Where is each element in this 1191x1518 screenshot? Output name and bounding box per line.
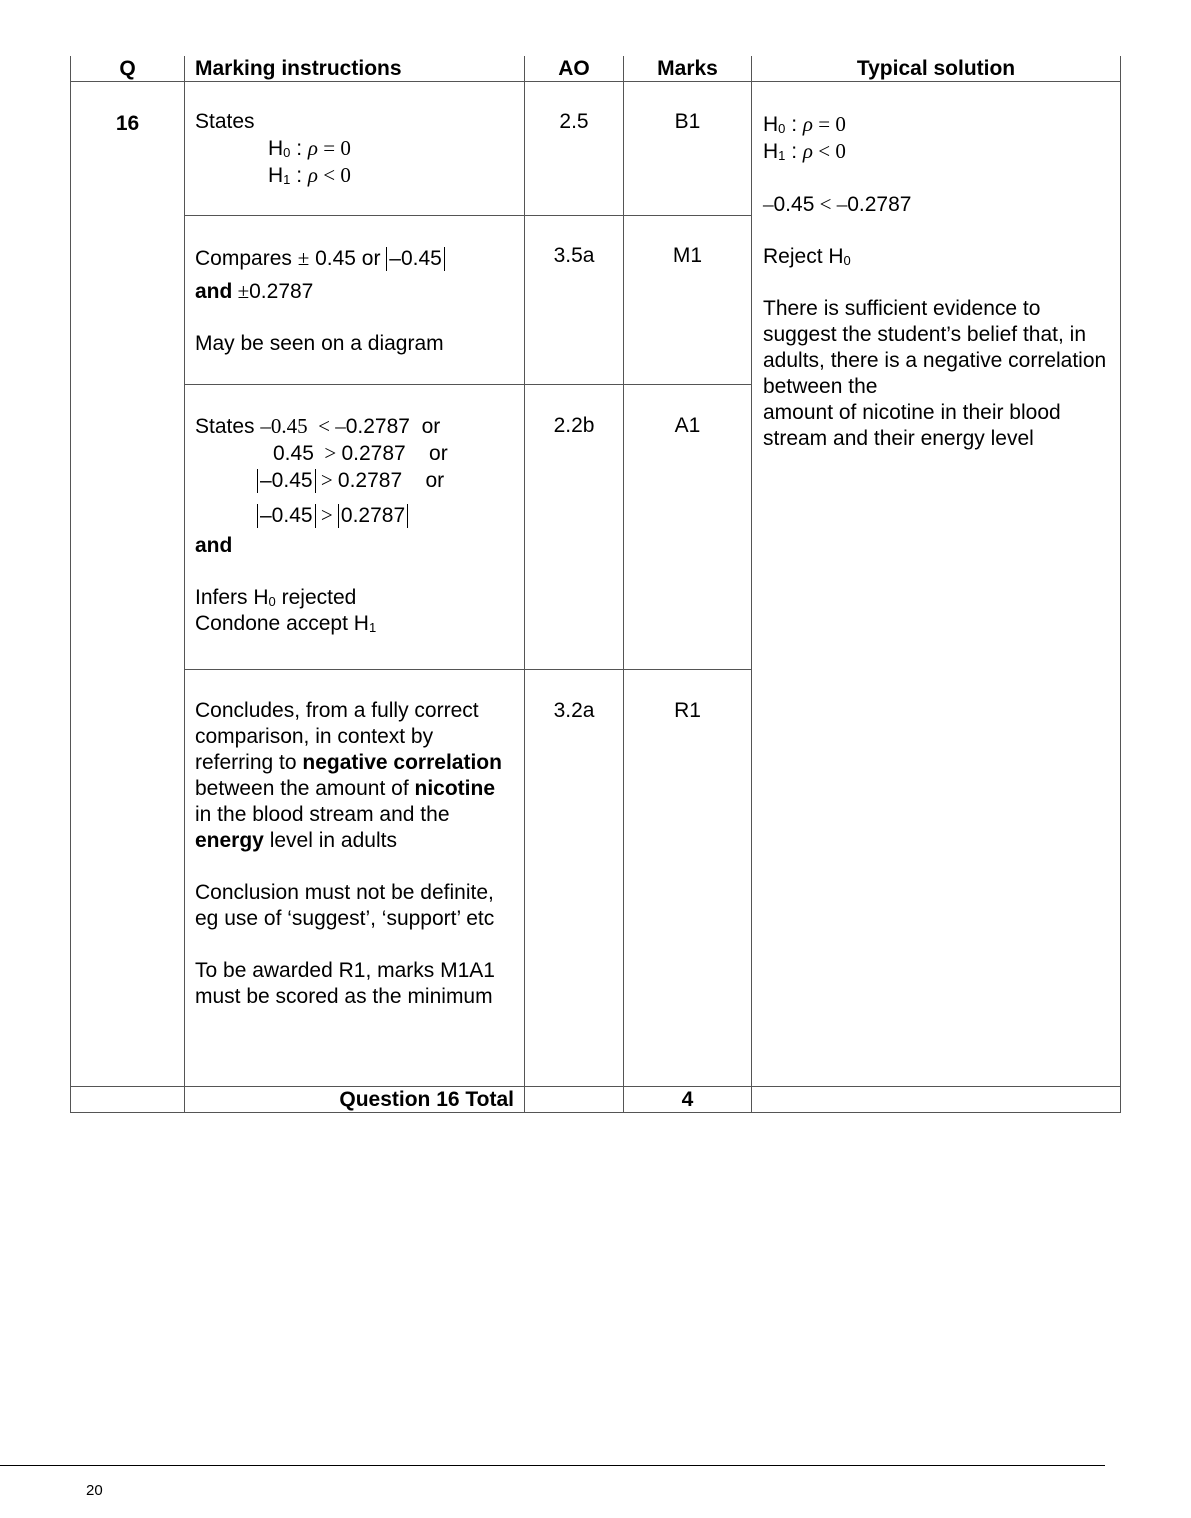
instruction-line: States	[195, 110, 255, 133]
ao-cell: 2.2b	[525, 385, 624, 670]
solution-alternative: $H_1$ : ρ < 0	[763, 139, 846, 163]
total-label: Question 16 Total	[185, 1087, 525, 1113]
total-marks: 4	[624, 1087, 752, 1113]
mark-cell: R1	[624, 670, 752, 1087]
award-note: To be awarded R1, marks M1A1 must be scored as the minimum	[195, 959, 495, 1008]
compares-line: Compares ± 0.45 or –0.45	[195, 245, 514, 272]
conclusion-criteria: Concludes, from a fully correct comparison, in context by referring to negative correlation between the amount of nicotine in the blood stream and the energy level in adults	[195, 699, 502, 852]
total-empty-solution	[752, 1087, 1121, 1113]
footer-rule	[0, 1465, 1105, 1466]
typical-solution	[752, 82, 1121, 1087]
mark-cell: M1	[624, 216, 752, 385]
states-line-1: States –0.45 < –0.2787 or	[195, 414, 441, 438]
instruction-m1	[185, 216, 525, 385]
table-row	[71, 82, 1121, 216]
condone-line: Condone accept $H_1$	[195, 612, 377, 635]
solution-reject: Reject $H_0$	[763, 245, 851, 268]
solution-conclusion: There is sufficient evidence to suggest the student’s belief that, in adults, there is a negative correlation between the	[763, 297, 1107, 398]
table-header-row	[71, 56, 1121, 82]
solution-comparison: –0.45 < –0.2787	[763, 192, 912, 216]
header-marks: Marks	[624, 56, 752, 82]
instruction-r1	[185, 670, 525, 1087]
and-line: and ±0.2787	[195, 279, 314, 303]
mark-scheme-table	[70, 56, 1121, 1113]
solution-conclusion-cont: amount of nicotine in their blood stream and their energy level	[763, 401, 1061, 450]
ao-cell: 3.5a	[525, 216, 624, 385]
diagram-note: May be seen on a diagram	[195, 332, 444, 355]
header-ao: AO	[525, 56, 624, 82]
header-marking-instructions: Marking instructions	[185, 56, 525, 82]
hypothesis-alternative: $H_1$ : ρ < 0	[268, 163, 351, 187]
and-line: and	[195, 534, 233, 557]
total-empty-ao	[525, 1087, 624, 1113]
header-typical-solution: Typical solution	[752, 56, 1121, 82]
hypothesis-null: $H_0$ : ρ = 0	[268, 136, 351, 160]
total-empty-q	[71, 1087, 185, 1113]
definite-note: Conclusion must not be definite, eg use of ‘suggest’, ‘support’ etc	[195, 881, 495, 930]
header-q: Q	[71, 56, 185, 82]
ao-cell: 2.5	[525, 82, 624, 216]
mark-cell: A1	[624, 385, 752, 670]
states-line-3: –0.45 > 0.2787 or	[195, 467, 514, 494]
instruction-a1	[185, 385, 525, 670]
states-line-4: –0.45 > 0.2787	[195, 502, 514, 529]
states-line-2: 0.45 > 0.2787 or	[273, 441, 448, 465]
instruction-b1	[185, 82, 525, 216]
solution-null: $H_0$ : ρ = 0	[763, 112, 846, 136]
infers-line: Infers $H_0$ rejected	[195, 586, 357, 609]
ao-cell: 3.2a	[525, 670, 624, 1087]
page-number: 20	[86, 1482, 103, 1499]
question-number: 16	[71, 82, 185, 1087]
mark-cell: B1	[624, 82, 752, 216]
total-row	[71, 1087, 1121, 1113]
